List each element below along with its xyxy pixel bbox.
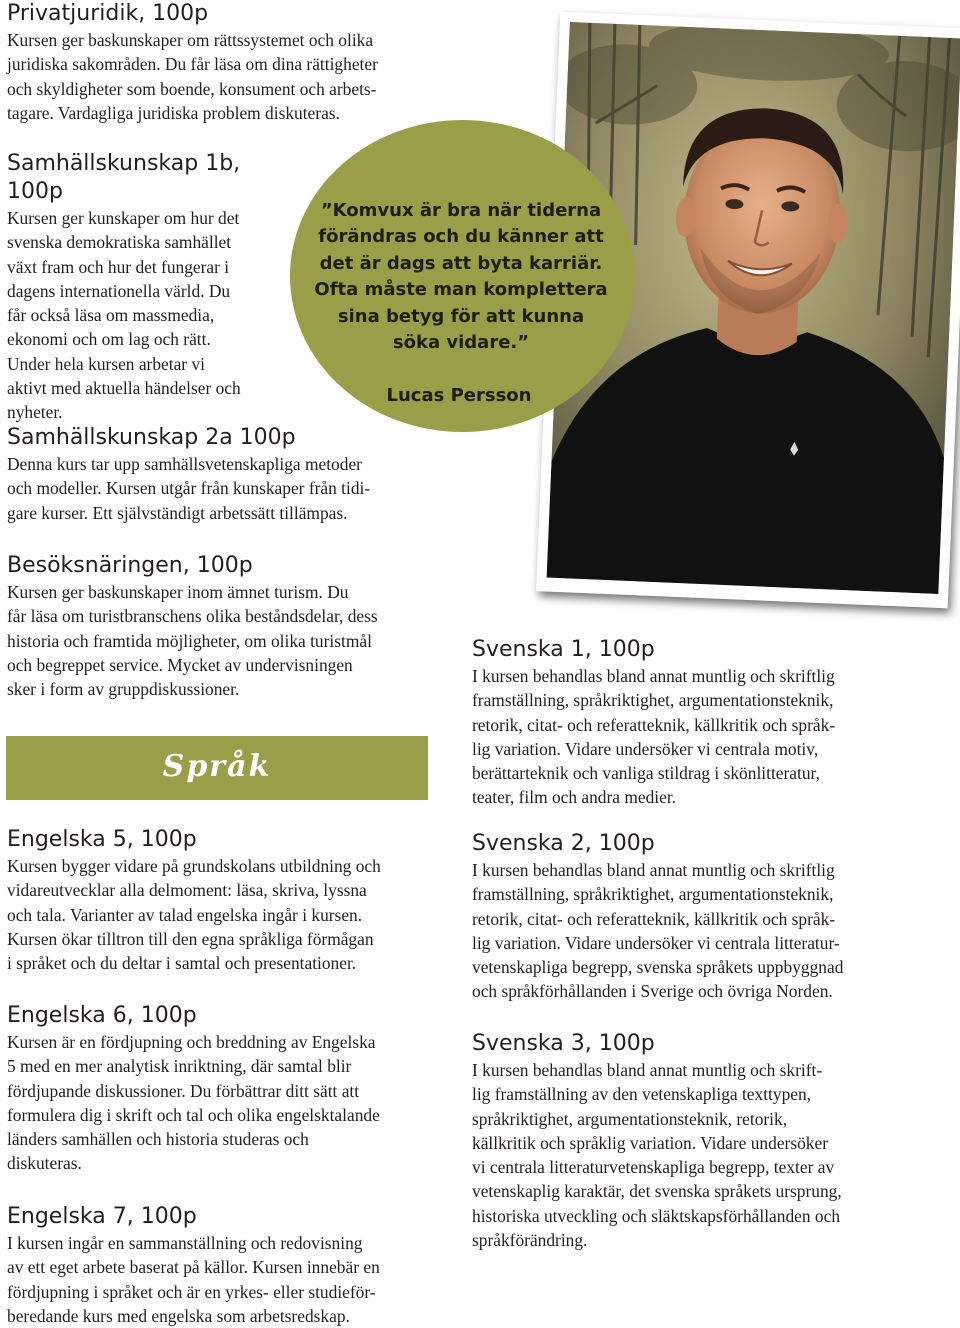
text-line: formulera dig i skrift och tal och olika engelsktalande: [7, 1104, 380, 1125]
course-besoksnaringen: [7, 552, 447, 701]
text-line: Kursen bygger vidare på grundskolans utbildning och: [7, 856, 381, 876]
course-description: [7, 580, 447, 701]
course-title: Svenska 1, 100p: [472, 637, 655, 662]
text-line: ekonomi och om lag och rätt.: [7, 329, 211, 350]
text-line: beredande kurs med engelska som arbetsredskap.: [7, 1305, 350, 1326]
course-title: Svenska 3, 100p: [472, 1031, 655, 1056]
text-line: gare kurser. Ett självständigt arbetssätt tillämpas.: [7, 502, 348, 523]
text-line: lig variation. Vidare undersöker vi centrala litteratur-: [472, 932, 840, 953]
text-line: I kursen behandlas bland annat muntlig och skriftlig: [472, 860, 835, 880]
text-line: får också läsa om massmedia,: [7, 305, 215, 326]
course-description: [7, 28, 447, 125]
text-line: vetenskapliga begrepp, svenska språkets uppbyggnad: [472, 957, 844, 978]
course-description: [472, 664, 952, 810]
course-samhallskunskap-2a: [7, 424, 447, 525]
course-engelska-6: [7, 1002, 447, 1176]
text-line: Denna kurs tar upp samhällsvetenskapliga metoder: [7, 454, 362, 474]
course-title: Engelska 5, 100p: [7, 827, 197, 852]
text-line: nyheter.: [7, 402, 63, 423]
text-line: svenska demokratiska samhället: [7, 232, 232, 253]
course-svenska-3: [472, 1030, 952, 1252]
text-line: Kursen ger baskunskaper om rättssystemet och olika: [7, 30, 374, 50]
text-line: lig framställning av den vetenskapliga texttypen,: [472, 1084, 812, 1105]
course-title: Samhällskunskap 2a 100p: [7, 425, 296, 450]
text-line: och begreppet service. Mycket av undervisningen: [7, 654, 353, 675]
text-line: aktivt med aktuella händelser och: [7, 378, 241, 399]
quote-line: sina betyg för att kunna: [337, 305, 585, 327]
course-title: Samhällskunskap 1b, 100p: [7, 151, 241, 204]
quote-line: ”Komvux är bra när tiderna: [320, 200, 602, 221]
text-line: och tala. Varianter av talad engelska ingår i kursen.: [7, 904, 363, 925]
text-line: fördjupning i språket och är en yrkes- eller studieför-: [7, 1281, 376, 1302]
quote-line: det är dags att byta karriär.: [319, 252, 603, 274]
course-engelska-5: [7, 826, 447, 975]
course-samhallskunskap-1b: [7, 150, 297, 425]
text-line: historia och framtida möjligheter, om olika turistmål: [7, 630, 372, 651]
quote-line: förändras och du känner att: [318, 226, 604, 248]
course-engelska-7: [7, 1203, 447, 1328]
text-line: retorik, citat- och referatteknik, källkritik och språk-: [472, 714, 836, 735]
course-description: [7, 854, 447, 975]
text-line: källkritik och språklig variation. Vidare undersöker: [472, 1132, 829, 1153]
quote-line: Ofta måste man komplettera: [314, 279, 608, 301]
text-line: sker i form av gruppdiskussioner.: [7, 679, 240, 700]
course-title: Svenska 2, 100p: [472, 831, 655, 856]
text-line: Kursen är en fördjupning och breddning av Engelska: [7, 1032, 376, 1052]
text-line: vi centrala litteraturvetenskapliga begrepp, texter av: [472, 1157, 835, 1178]
text-line: och språkförhållanden i Sverige och övriga Norden.: [472, 981, 833, 1002]
course-description: [7, 1231, 447, 1328]
course-privatjuridik: [7, 0, 447, 125]
course-description: [7, 206, 297, 425]
text-line: får läsa om turistbranschens olika beståndsdelar, dess: [7, 606, 378, 627]
text-line: framställning, språkriktighet, argumentationsteknik,: [472, 690, 834, 711]
course-svenska-1: [472, 636, 952, 810]
text-line: I kursen ingår en sammanställning och redovisning: [7, 1233, 363, 1253]
text-line: framställning, språkriktighet, argumentationsteknik,: [472, 884, 834, 905]
text-line: fördjupande diskussioner. Du förbättrar ditt sätt att: [7, 1080, 360, 1101]
text-line: språkförändring.: [472, 1230, 588, 1251]
course-title: Engelska 7, 100p: [7, 1204, 197, 1229]
text-line: retorik, citat- och referatteknik, källkritik och språk-: [472, 908, 836, 929]
text-line: växt fram och hur det fungerar i: [7, 256, 230, 277]
course-description: [7, 452, 447, 525]
text-line: diskuteras.: [7, 1153, 82, 1174]
text-line: lig variation. Vidare undersöker vi centrala motiv,: [472, 738, 819, 759]
text-line: länders samhällen och historia studeras och: [7, 1129, 309, 1150]
text-line: vetenskaplig karaktär, det svenska språkets ursprung,: [472, 1181, 842, 1202]
course-description: [7, 1030, 447, 1176]
text-line: i språket och du deltar i samtal och presentationer.: [7, 953, 357, 974]
text-line: språkriktighet, argumentationsteknik, retorik,: [472, 1108, 788, 1129]
section-heading: Språk: [162, 749, 272, 784]
text-line: tagare. Vardagliga juridiska problem diskuteras.: [7, 102, 340, 123]
section-banner: [6, 736, 428, 800]
text-line: vidareutvecklar alla delmoment: läsa, skriva, lyssna: [7, 880, 367, 901]
quote-line: söka vidare.”: [392, 332, 530, 354]
course-title: Besöksnäringen, 100p: [7, 553, 253, 578]
text-line: dagens internationella värld. Du: [7, 280, 231, 301]
text-line: I kursen behandlas bland annat muntlig och skriftlig: [472, 666, 835, 686]
text-line: I kursen behandlas bland annat muntlig och skrift-: [472, 1060, 823, 1080]
course-svenska-2: [472, 830, 952, 1004]
text-line: Kursen ökar tilltron till den egna språkliga förmågan: [7, 928, 374, 949]
course-description: [472, 1058, 952, 1252]
text-line: berättarteknik och vanliga stildrag i skönlitteratur,: [472, 763, 820, 784]
text-line: av ett eget arbete baserat på källor. Kursen innebär en: [7, 1257, 380, 1278]
text-line: 5 med en mer analytisk inriktning, där samtal blir: [7, 1056, 352, 1077]
text-line: Under hela kursen arbetar vi: [7, 353, 205, 374]
text-line: Kursen ger baskunskaper inom ämnet turism. Du: [7, 582, 349, 602]
course-title: Engelska 6, 100p: [7, 1003, 197, 1028]
text-line: teater, film och andra medier.: [472, 787, 677, 808]
text-line: historiska utveckling och släktskapsförhållanden och: [472, 1205, 841, 1226]
text-line: Kursen ger kunskaper om hur det: [7, 208, 240, 228]
course-description: [472, 858, 952, 1004]
course-title: Privatjuridik, 100p: [7, 1, 209, 26]
text-line: och skyldigheter som boende, konsument och arbets-: [7, 78, 377, 99]
text-line: och modeller. Kursen utgår från kunskaper från tidi-: [7, 478, 371, 499]
quote-author: Lucas Persson: [386, 385, 532, 406]
quote-text: [300, 198, 622, 356]
text-line: juridiska sakområden. Du får läsa om dina rättigheter: [7, 54, 378, 75]
